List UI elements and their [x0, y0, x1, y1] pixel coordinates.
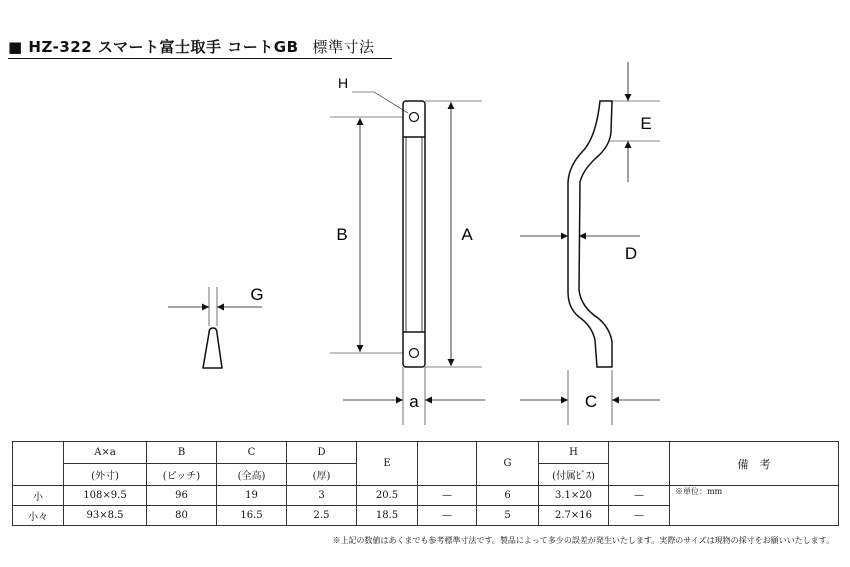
handle-front-view: [403, 101, 425, 367]
table-header-cell: G: [477, 442, 539, 486]
table-header-cell: [609, 442, 670, 486]
table-header-subcell: (付属ﾋﾞｽ): [539, 464, 609, 486]
table-remarks: ※単位：mm: [670, 486, 839, 526]
table-cell: 80: [147, 506, 217, 526]
label-a: A: [461, 225, 473, 244]
label-d: D: [624, 244, 638, 263]
table-header-cell: C: [217, 442, 287, 464]
table-cell: 96: [147, 486, 217, 506]
handle-side-profile: [568, 101, 612, 367]
table-cell: 2.7×16: [539, 506, 609, 526]
table-header-subcell: (全高): [217, 464, 287, 486]
dimension-g: [168, 285, 264, 326]
table-cell: 3.1×20: [539, 486, 609, 506]
handle-side-view: [568, 101, 612, 367]
dimension-b: [330, 117, 403, 353]
table-header-size: [13, 442, 64, 486]
table-cell: 3: [287, 486, 357, 506]
table-cell-size: 小々: [13, 506, 64, 526]
cross-section-profile: [203, 328, 222, 368]
handle-cross-section: [203, 328, 222, 368]
table-cell: —: [418, 506, 477, 526]
title-marker: ■: [8, 38, 23, 56]
table-cell: —: [418, 486, 477, 506]
table-header-subcell: (ピッチ): [147, 464, 217, 486]
table-cell-size: 小: [13, 486, 64, 506]
table-cell: 6: [477, 486, 539, 506]
dimension-a: [425, 101, 482, 367]
label-c: C: [584, 392, 598, 411]
footnote: ※上記の数値はあくまでも参考標準寸法です。製品によって多少の誤差が発生いたします。実際のサイズは現物の採寸をお願いいたします。: [332, 536, 834, 545]
table-cell: 5: [477, 506, 539, 526]
screw-hole-bottom: [410, 349, 419, 358]
dimension-c: [520, 370, 660, 425]
table-header-cell: E: [357, 442, 418, 486]
product-title: HZ-322 スマート富士取手 コートGB: [28, 38, 299, 56]
table-cell: 19: [217, 486, 287, 506]
label-e: E: [640, 114, 652, 133]
table-cell: 93×8.5: [64, 506, 147, 526]
h-leader-line: [352, 92, 408, 113]
table-cell: 108×9.5: [64, 486, 147, 506]
table-cell: 2.5: [287, 506, 357, 526]
dimension-e: [610, 62, 660, 182]
label-a-small: a: [409, 392, 419, 411]
table-header-cell: B: [147, 442, 217, 464]
label-h: H: [337, 75, 349, 91]
table-cell: 16.5: [217, 506, 287, 526]
table-header-cell: A×a: [64, 442, 147, 464]
table-header-subcell: (外寸): [64, 464, 147, 486]
table-cell: 18.5: [357, 506, 418, 526]
spec-table: [12, 441, 839, 526]
dimension-a-small: [343, 367, 485, 425]
table-header-cell: D: [287, 442, 357, 464]
handle-bar-shading: [406, 137, 422, 332]
title-subtitle: 標準寸法: [312, 38, 375, 56]
screw-hole-top: [410, 113, 419, 122]
table-header-row-1: [13, 442, 839, 464]
table-cell: —: [609, 486, 670, 506]
label-b: B: [336, 225, 348, 244]
table-cell: 20.5: [357, 486, 418, 506]
table-cell: —: [609, 506, 670, 526]
table-header-subcell: (厚): [287, 464, 357, 486]
table-header-remarks: 備 考: [670, 442, 839, 486]
table-header-cell: H: [539, 442, 609, 464]
table-row: [13, 486, 839, 506]
table-header-cell: [418, 442, 477, 486]
dimension-h: [338, 75, 408, 113]
label-g: G: [250, 285, 264, 304]
